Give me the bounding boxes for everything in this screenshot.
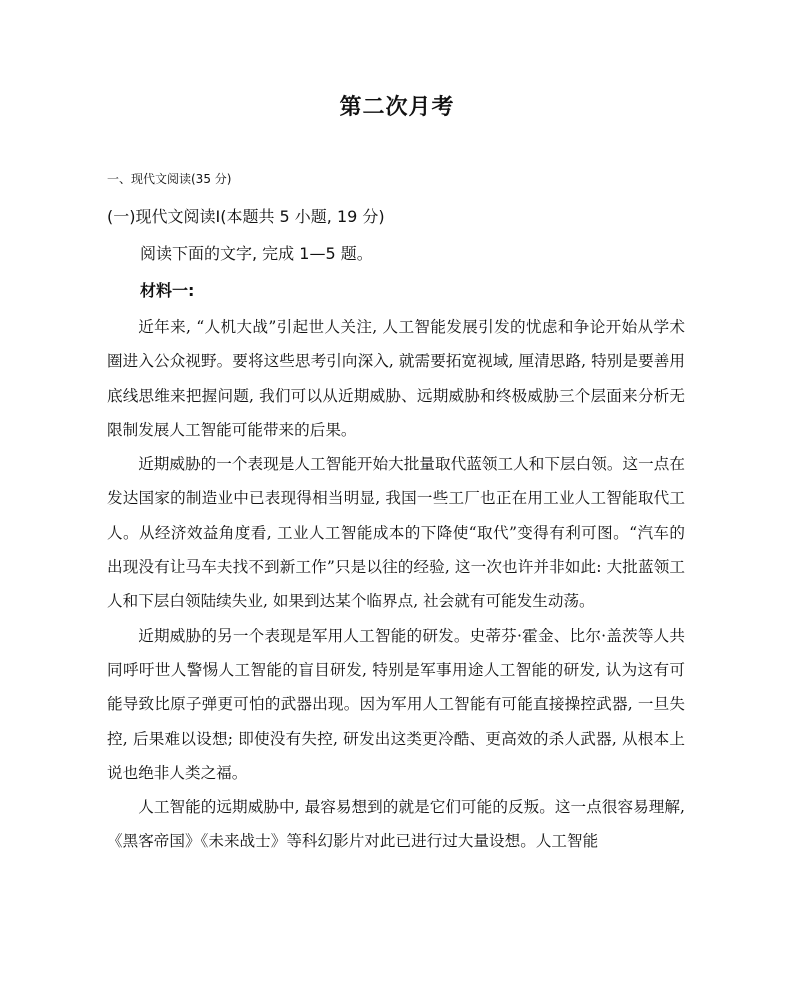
- reading-instruction: 阅读下面的文字, 完成 1—5 题。: [140, 244, 373, 263]
- page-title: 第二次月考: [339, 94, 455, 120]
- paragraph: 人工智能的远期威胁中, 最容易想到的就是它们可能的反叛。这一点很容易理解, 《黑客帝国》《未来战士》等科幻影片对此已进行过大量设想。人工智能: [107, 798, 685, 851]
- paragraph: 近期威胁的另一个表现是军用人工智能的研发。史蒂芬·霍金、比尔·盖茨等人共同呼吁世人警惕人工智能的盲目研发, 特别是军事用途人工智能的研发, 认为这有可能导致比原子弹更可怕的武器出现。因为军用人工智能有可能直接操控武器, 一旦失控, 后果难以设想; 即使没有失控, 研发出这类更冷酷、更高效的杀人武器, 从根本上说也绝非人类之福。: [107, 626, 685, 782]
- material-label: 材料一:: [140, 281, 195, 300]
- paragraph: 近年来, “人机大战”引起世人关注, 人工智能发展引发的忧虑和争论开始从学术圈进入公众视野。要将这些思考引向深入, 就需要拓宽视域, 厘清思路, 特别是要善用底线思维来把握问题, 我们可以从近期威胁、远期威胁和终极威胁三个层面来分析无限制发展人工智能可能带来的后果。: [107, 318, 685, 439]
- paragraph: 近期威胁的一个表现是人工智能开始大批量取代蓝领工人和下层白领。这一点在发达国家的制造业中已表现得相当明显, 我国一些工厂也正在用工业人工智能取代工人。从经济效益角度看, 工业人工智能成本的下降使“取代”变得有利可图。“汽车的出现没有让马车夫找不到新工作”只是以往的经验, 这一次也许并非如此: 大批蓝领工人和下层白领陆续失业, 如果到达某个临界点, 社会就有可能发生动荡。: [107, 455, 685, 611]
- subsection-heading: (一)现代文阅读Ⅰ(本题共 5 小题, 19 分): [107, 207, 385, 226]
- passage-body: [107, 310, 685, 859]
- section-heading: 一、现代文阅读(35 分): [107, 172, 232, 186]
